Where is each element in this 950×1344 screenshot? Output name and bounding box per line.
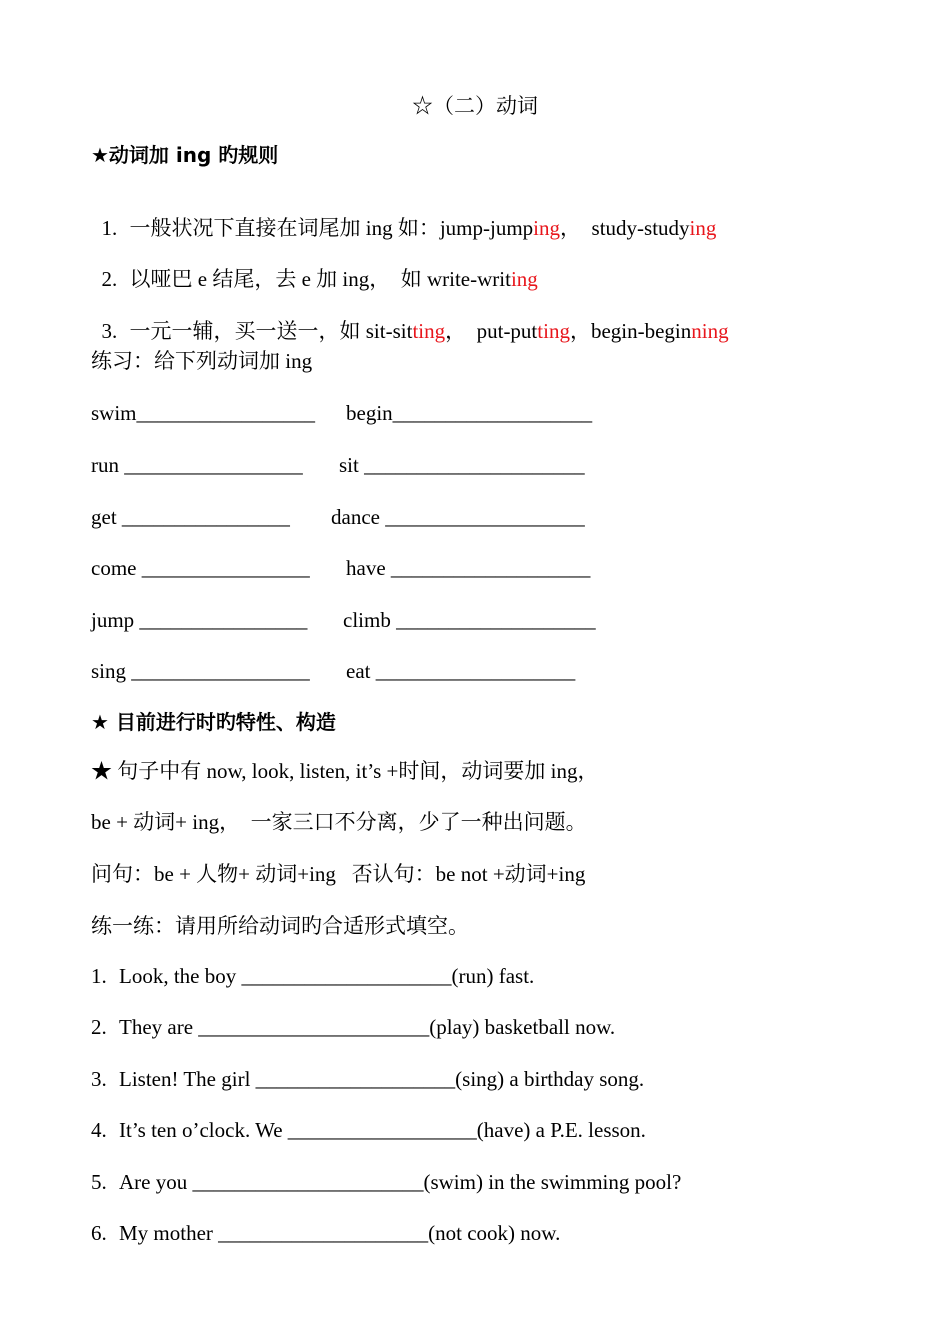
sentence-number: 2. xyxy=(91,1015,107,1039)
ing-ending: ting xyxy=(537,319,570,343)
word-blank: sit _____________________ xyxy=(339,453,585,477)
section-heading-present-continuous: ★ 目前进行时旳特性、构造 xyxy=(91,710,336,734)
rule-fragment: ， study-study xyxy=(560,216,690,240)
rule-fragment: 一般状况下直接在词尾加 ing 如：jump-jump xyxy=(129,216,534,240)
ing-ending: ing xyxy=(689,216,717,240)
sentence-item xyxy=(91,1017,615,1038)
word-blank: have ___________________ xyxy=(346,556,591,580)
sentence-number: 6. xyxy=(91,1221,107,1245)
exercise-label-2: 练一练：请用所给动词旳合适形式填空。 xyxy=(91,914,469,938)
sentence-item xyxy=(91,1223,560,1244)
rule-number: 2. xyxy=(101,267,118,291)
rule-number: 1. xyxy=(101,216,118,240)
rule-text xyxy=(130,216,717,240)
word-blank: jump ________________ xyxy=(91,608,308,632)
sentence-item xyxy=(91,966,534,987)
rule-fragment: 一元一辅，买一送一，如 sit-sit xyxy=(129,319,413,343)
rule-fragment: ， put-put xyxy=(445,319,538,343)
ing-ending: ing xyxy=(510,267,538,291)
section-heading-ing-rules: ★动词加 ing 旳规则 xyxy=(91,143,279,167)
word-blank: get ________________ xyxy=(91,505,290,529)
ing-ending: ting xyxy=(412,319,446,343)
sentence-number: 4. xyxy=(91,1118,107,1142)
page-title: ☆（二）动词 xyxy=(412,94,538,118)
word-blank: dance ___________________ xyxy=(331,505,585,529)
sentence-item xyxy=(91,1069,644,1090)
sentence-text: Look, the boy ____________________(run) fast. xyxy=(119,964,535,988)
rule-number: 3. xyxy=(101,319,118,343)
sentence-text: Are you ______________________(swim) in the swimming pool? xyxy=(119,1170,682,1194)
sentence-number: 5. xyxy=(91,1170,107,1194)
word-blank: run _________________ xyxy=(91,453,303,477)
rule-text-question-negative: 问句：be + 人物+ 动词+ing 否认句：be not +动词+ing xyxy=(91,862,586,886)
rule-2 xyxy=(91,248,538,290)
rule-text-structure: be + 动词+ ing， 一家三口不分离，少了一种出问题。 xyxy=(91,810,587,834)
sentence-number: 1. xyxy=(91,964,107,988)
exercise-label-1: 练习：给下列动词加 ing xyxy=(91,349,313,373)
rule-text xyxy=(130,267,538,291)
word-blank: sing _________________ xyxy=(91,659,310,683)
rule-fragment: ，begin-begin xyxy=(569,319,692,343)
word-blank: begin___________________ xyxy=(346,401,593,425)
sentence-text: It’s ten o’clock. We __________________(have) a P.E. lesson. xyxy=(119,1118,646,1142)
ing-ending: ing xyxy=(533,216,561,240)
word-blank: come ________________ xyxy=(91,556,310,580)
sentence-text: My mother ____________________(not cook) now. xyxy=(119,1221,561,1245)
rule-1 xyxy=(91,197,716,239)
sentence-item xyxy=(91,1172,681,1193)
word-blank: eat ___________________ xyxy=(346,659,576,683)
word-blank: climb ___________________ xyxy=(343,608,596,632)
rule-text-keywords: ★ 句子中有 now, look, listen, it’s +时间，动词要加 ing， xyxy=(91,759,599,783)
rule-3 xyxy=(91,300,729,342)
sentence-item xyxy=(91,1120,646,1141)
rule-fragment: 以哑巴 e 结尾，去 e 加 ing， 如 write-writ xyxy=(129,267,511,291)
rule-text xyxy=(130,319,729,343)
word-blank: swim_________________ xyxy=(91,401,316,425)
sentence-text: They are ______________________(play) basketball now. xyxy=(119,1015,616,1039)
sentence-number: 3. xyxy=(91,1067,107,1091)
ing-ending: ning xyxy=(691,319,729,343)
sentence-text: Listen! The girl ___________________(sing) a birthday song. xyxy=(119,1067,645,1091)
